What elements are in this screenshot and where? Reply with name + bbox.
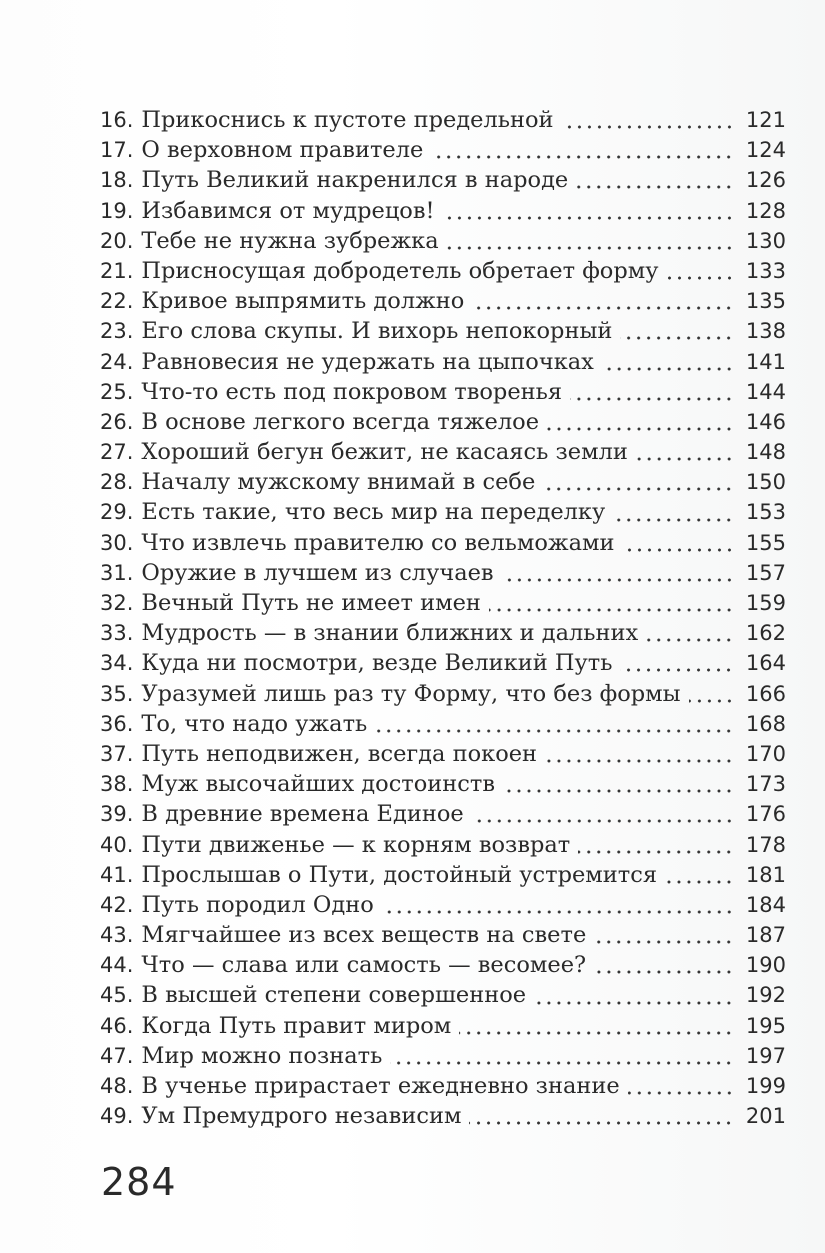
toc-entry — [100, 830, 786, 860]
dot-leader — [469, 1120, 734, 1126]
toc-entry-number: 24. — [100, 349, 134, 374]
toc-entry-number: 30. — [100, 530, 134, 555]
toc-entry — [100, 799, 786, 829]
toc-entry-number: 17. — [100, 138, 134, 163]
dot-leader — [562, 124, 734, 130]
dot-leader — [545, 758, 734, 764]
toc-entry — [100, 377, 786, 407]
toc-entry-page: 146 — [745, 409, 786, 434]
toc-entry-title: В основе легкого всегда тяжелое — [141, 408, 540, 435]
toc-entry — [100, 467, 786, 497]
toc-entry-number: 40. — [100, 832, 134, 857]
toc-entry-page: 138 — [745, 319, 786, 344]
toc-entry-title: Путь неподвижен, всегда покоен — [141, 740, 538, 767]
toc-entry — [100, 165, 786, 195]
toc-entry-title: Его слова скупы. И вихорь непокорный — [141, 318, 613, 345]
toc-entry-number: 27. — [100, 440, 134, 465]
toc-entry-title: Кривое выпрямить должно — [141, 288, 465, 315]
toc-entry-number: 47. — [100, 1043, 134, 1068]
toc-entry-title: Пути движенье — к корням возврат — [141, 831, 571, 858]
dot-leader — [620, 667, 734, 673]
toc-entry-number: 20. — [100, 228, 134, 253]
toc-entry-page: 157 — [745, 560, 786, 585]
toc-entry-page: 192 — [745, 983, 786, 1008]
toc-entry-page: 173 — [745, 772, 786, 797]
toc-entry — [100, 739, 786, 769]
toc-entry-number: 41. — [100, 862, 134, 887]
toc-entry-number: 34. — [100, 651, 134, 676]
dot-leader — [443, 215, 734, 221]
toc-entry-page: 150 — [745, 470, 786, 495]
toc-entry-title: Прослышав о Пути, достойный устремится — [141, 861, 658, 888]
dot-leader — [665, 879, 734, 885]
toc-entry-title: Равновесия не удержать на цыпочках — [141, 348, 594, 375]
toc-entry-title: О верховном правителе — [141, 137, 424, 164]
toc-entry-page: 199 — [745, 1074, 786, 1098]
dot-leader — [602, 366, 734, 372]
toc-entry-page: 197 — [745, 1043, 786, 1068]
toc-entry-page: 195 — [745, 1013, 786, 1038]
toc-entry-page: 168 — [745, 711, 786, 736]
toc-entry-title: Началу мужскому внимай в себе — [141, 469, 536, 496]
dot-leader — [472, 818, 734, 824]
toc-entry-page: 162 — [745, 621, 786, 646]
dot-leader — [646, 637, 734, 643]
toc-entry-title: То, что надо ужать — [141, 710, 368, 737]
dot-leader — [489, 607, 734, 613]
toc-entry-number: 22. — [100, 289, 134, 314]
dot-leader — [459, 1030, 734, 1036]
toc-entry-title: Хороший бегун бежит, не касаясь земли — [141, 439, 628, 466]
toc-entry — [100, 950, 786, 980]
toc-entry-title: Мир можно познать — [141, 1042, 383, 1069]
toc-entry-page: 144 — [745, 379, 786, 404]
dot-leader — [431, 154, 734, 160]
toc-entry-page: 159 — [745, 591, 786, 615]
toc-entry-title: Что-то есть под покровом творенья — [141, 378, 563, 405]
toc-entry-title: Путь Великий накренился в народе — [141, 167, 569, 194]
toc-entry-number: 23. — [100, 319, 134, 344]
toc-entry-page: 181 — [745, 862, 786, 887]
toc-entry — [100, 528, 786, 558]
toc-entry — [100, 196, 786, 226]
toc-entry-page: 184 — [745, 892, 786, 917]
toc-entry-page: 124 — [745, 138, 786, 163]
toc-entry — [100, 679, 786, 709]
toc-entry — [100, 588, 786, 618]
dot-leader — [570, 396, 734, 402]
toc-entry-page: 190 — [745, 953, 786, 978]
toc-entry — [100, 1071, 786, 1101]
toc-entry-number: 37. — [100, 741, 134, 766]
toc-entry-number: 21. — [100, 258, 134, 283]
toc-entry — [100, 618, 786, 648]
dot-leader — [578, 849, 734, 855]
toc-entry-page: 133 — [745, 258, 786, 283]
toc-entry-title: В древние времена Единое — [141, 801, 464, 828]
dot-leader — [472, 305, 734, 311]
toc-entry — [100, 316, 786, 346]
toc-entry-number: 16. — [100, 108, 134, 132]
toc-entry — [100, 437, 786, 467]
dot-leader — [382, 909, 734, 915]
toc-entry-number: 35. — [100, 681, 134, 706]
toc-entry — [100, 648, 786, 678]
toc-entry-number: 45. — [100, 983, 134, 1008]
toc-entry-number: 49. — [100, 1104, 134, 1129]
toc-entry-title: Мягчайшее из всех веществ на свете — [141, 922, 587, 949]
toc-entry-title: Когда Путь правит миром — [141, 1012, 452, 1039]
toc-entry-number: 42. — [100, 892, 134, 917]
toc-entry-number: 25. — [100, 379, 134, 404]
dot-leader — [375, 728, 734, 734]
dot-leader — [623, 547, 734, 553]
toc-entry-title: Куда ни посмотри, везде Великий Путь — [141, 650, 613, 677]
dot-leader — [628, 1090, 734, 1096]
toc-entry — [100, 286, 786, 316]
dot-leader — [613, 517, 734, 523]
toc-entry-number: 26. — [100, 409, 134, 434]
toc-entry-title: В ученье прирастает ежедневно знание — [141, 1073, 620, 1099]
toc-entry-title: Избавимся от мудрецов! — [141, 197, 435, 224]
dot-leader — [547, 426, 734, 432]
toc-entry — [100, 135, 786, 165]
toc-entry-number: 43. — [100, 923, 134, 948]
toc-entry-title: Присносущая добродетель обретает форму — [141, 257, 659, 284]
toc-entry — [100, 920, 786, 950]
dot-leader — [689, 698, 734, 704]
toc-entry-title: Мудрость — в знании ближних и дальних — [141, 620, 639, 647]
dot-leader — [447, 245, 734, 251]
toc-entry-number: 33. — [100, 621, 134, 646]
toc-entry-page: 164 — [745, 651, 786, 676]
dot-leader — [594, 939, 734, 945]
toc-entry-title: Муж высочайших достоинств — [141, 771, 496, 798]
toc-entry-title: Ум Премудрого независим — [141, 1103, 462, 1130]
toc-entry-page: 141 — [745, 349, 786, 374]
toc-entry — [100, 890, 786, 920]
toc-entry-number: 48. — [100, 1074, 134, 1098]
toc-entry — [100, 105, 786, 135]
toc-entry-title: Есть такие, что весь мир на переделку — [141, 499, 606, 526]
dot-leader — [620, 335, 734, 341]
toc-entry-page: 128 — [745, 198, 786, 223]
toc-entry-page: 130 — [745, 228, 786, 253]
toc-entry — [100, 1011, 786, 1041]
toc-entry-title: Что извлечь правителю со вельможами — [141, 529, 615, 556]
toc-entry-page: 126 — [745, 168, 786, 193]
dot-leader — [576, 184, 734, 190]
toc-entry-number: 19. — [100, 198, 134, 223]
dot-leader — [543, 486, 734, 492]
toc-entry-number: 36. — [100, 711, 134, 736]
toc-entry-title: Что — слава или самость — весомее? — [141, 952, 587, 979]
toc-entry-number: 46. — [100, 1013, 134, 1038]
toc-entry — [100, 497, 786, 527]
toc-entry — [100, 769, 786, 799]
toc-entry-title: Уразумей лишь раз ту Форму, что без формы — [141, 680, 681, 707]
toc-entry-number: 44. — [100, 953, 134, 978]
toc-entry-title: Оружие в лучшем из случаев — [141, 559, 494, 586]
toc-entry-title: Тебе не нужна зубрежка — [141, 227, 439, 254]
dot-leader — [390, 1060, 734, 1066]
toc-entry-number: 29. — [100, 500, 134, 525]
toc-entry-page: 187 — [745, 923, 786, 948]
dot-leader — [594, 969, 734, 975]
toc-entry-number: 18. — [100, 168, 134, 193]
toc-entry-page: 178 — [745, 832, 786, 857]
toc-entry — [100, 256, 786, 286]
toc-entry-title: В высшей степени совершенное — [141, 982, 527, 1009]
toc-entry-number: 31. — [100, 560, 134, 585]
toc-entry-page: 166 — [745, 681, 786, 706]
toc-entry-title: Прикоснись к пустоте предельной — [141, 107, 554, 133]
toc-entry-page: 148 — [745, 440, 786, 465]
toc-entry — [100, 407, 786, 437]
toc-entry-page: 176 — [745, 802, 786, 827]
toc-entry-page: 170 — [745, 741, 786, 766]
toc-entry-number: 39. — [100, 802, 134, 827]
toc-entry-number: 28. — [100, 470, 134, 495]
toc-entry — [100, 1041, 786, 1071]
toc-entry-page: 135 — [745, 289, 786, 314]
toc-entry-page: 155 — [745, 530, 786, 555]
toc-entry — [100, 860, 786, 890]
toc-entry-page: 201 — [745, 1104, 786, 1129]
toc-entry — [100, 980, 786, 1010]
toc-entry — [100, 1101, 786, 1131]
dot-leader — [667, 275, 735, 281]
toc-entry-title: Вечный Путь не имеет имен — [141, 590, 481, 616]
toc-entry — [100, 709, 786, 739]
table-of-contents — [100, 105, 786, 1131]
dot-leader — [534, 1000, 734, 1006]
dot-leader — [503, 788, 734, 794]
toc-entry-page: 153 — [745, 500, 786, 525]
page-number: 284 — [101, 1160, 177, 1204]
toc-entry — [100, 347, 786, 377]
toc-entry-number: 38. — [100, 772, 134, 797]
toc-entry-title: Путь породил Одно — [141, 891, 374, 918]
dot-leader — [636, 456, 734, 462]
toc-entry — [100, 226, 786, 256]
dot-leader — [502, 577, 734, 583]
toc-entry — [100, 558, 786, 588]
toc-entry-number: 32. — [100, 591, 134, 615]
toc-entry-page: 121 — [745, 108, 786, 132]
